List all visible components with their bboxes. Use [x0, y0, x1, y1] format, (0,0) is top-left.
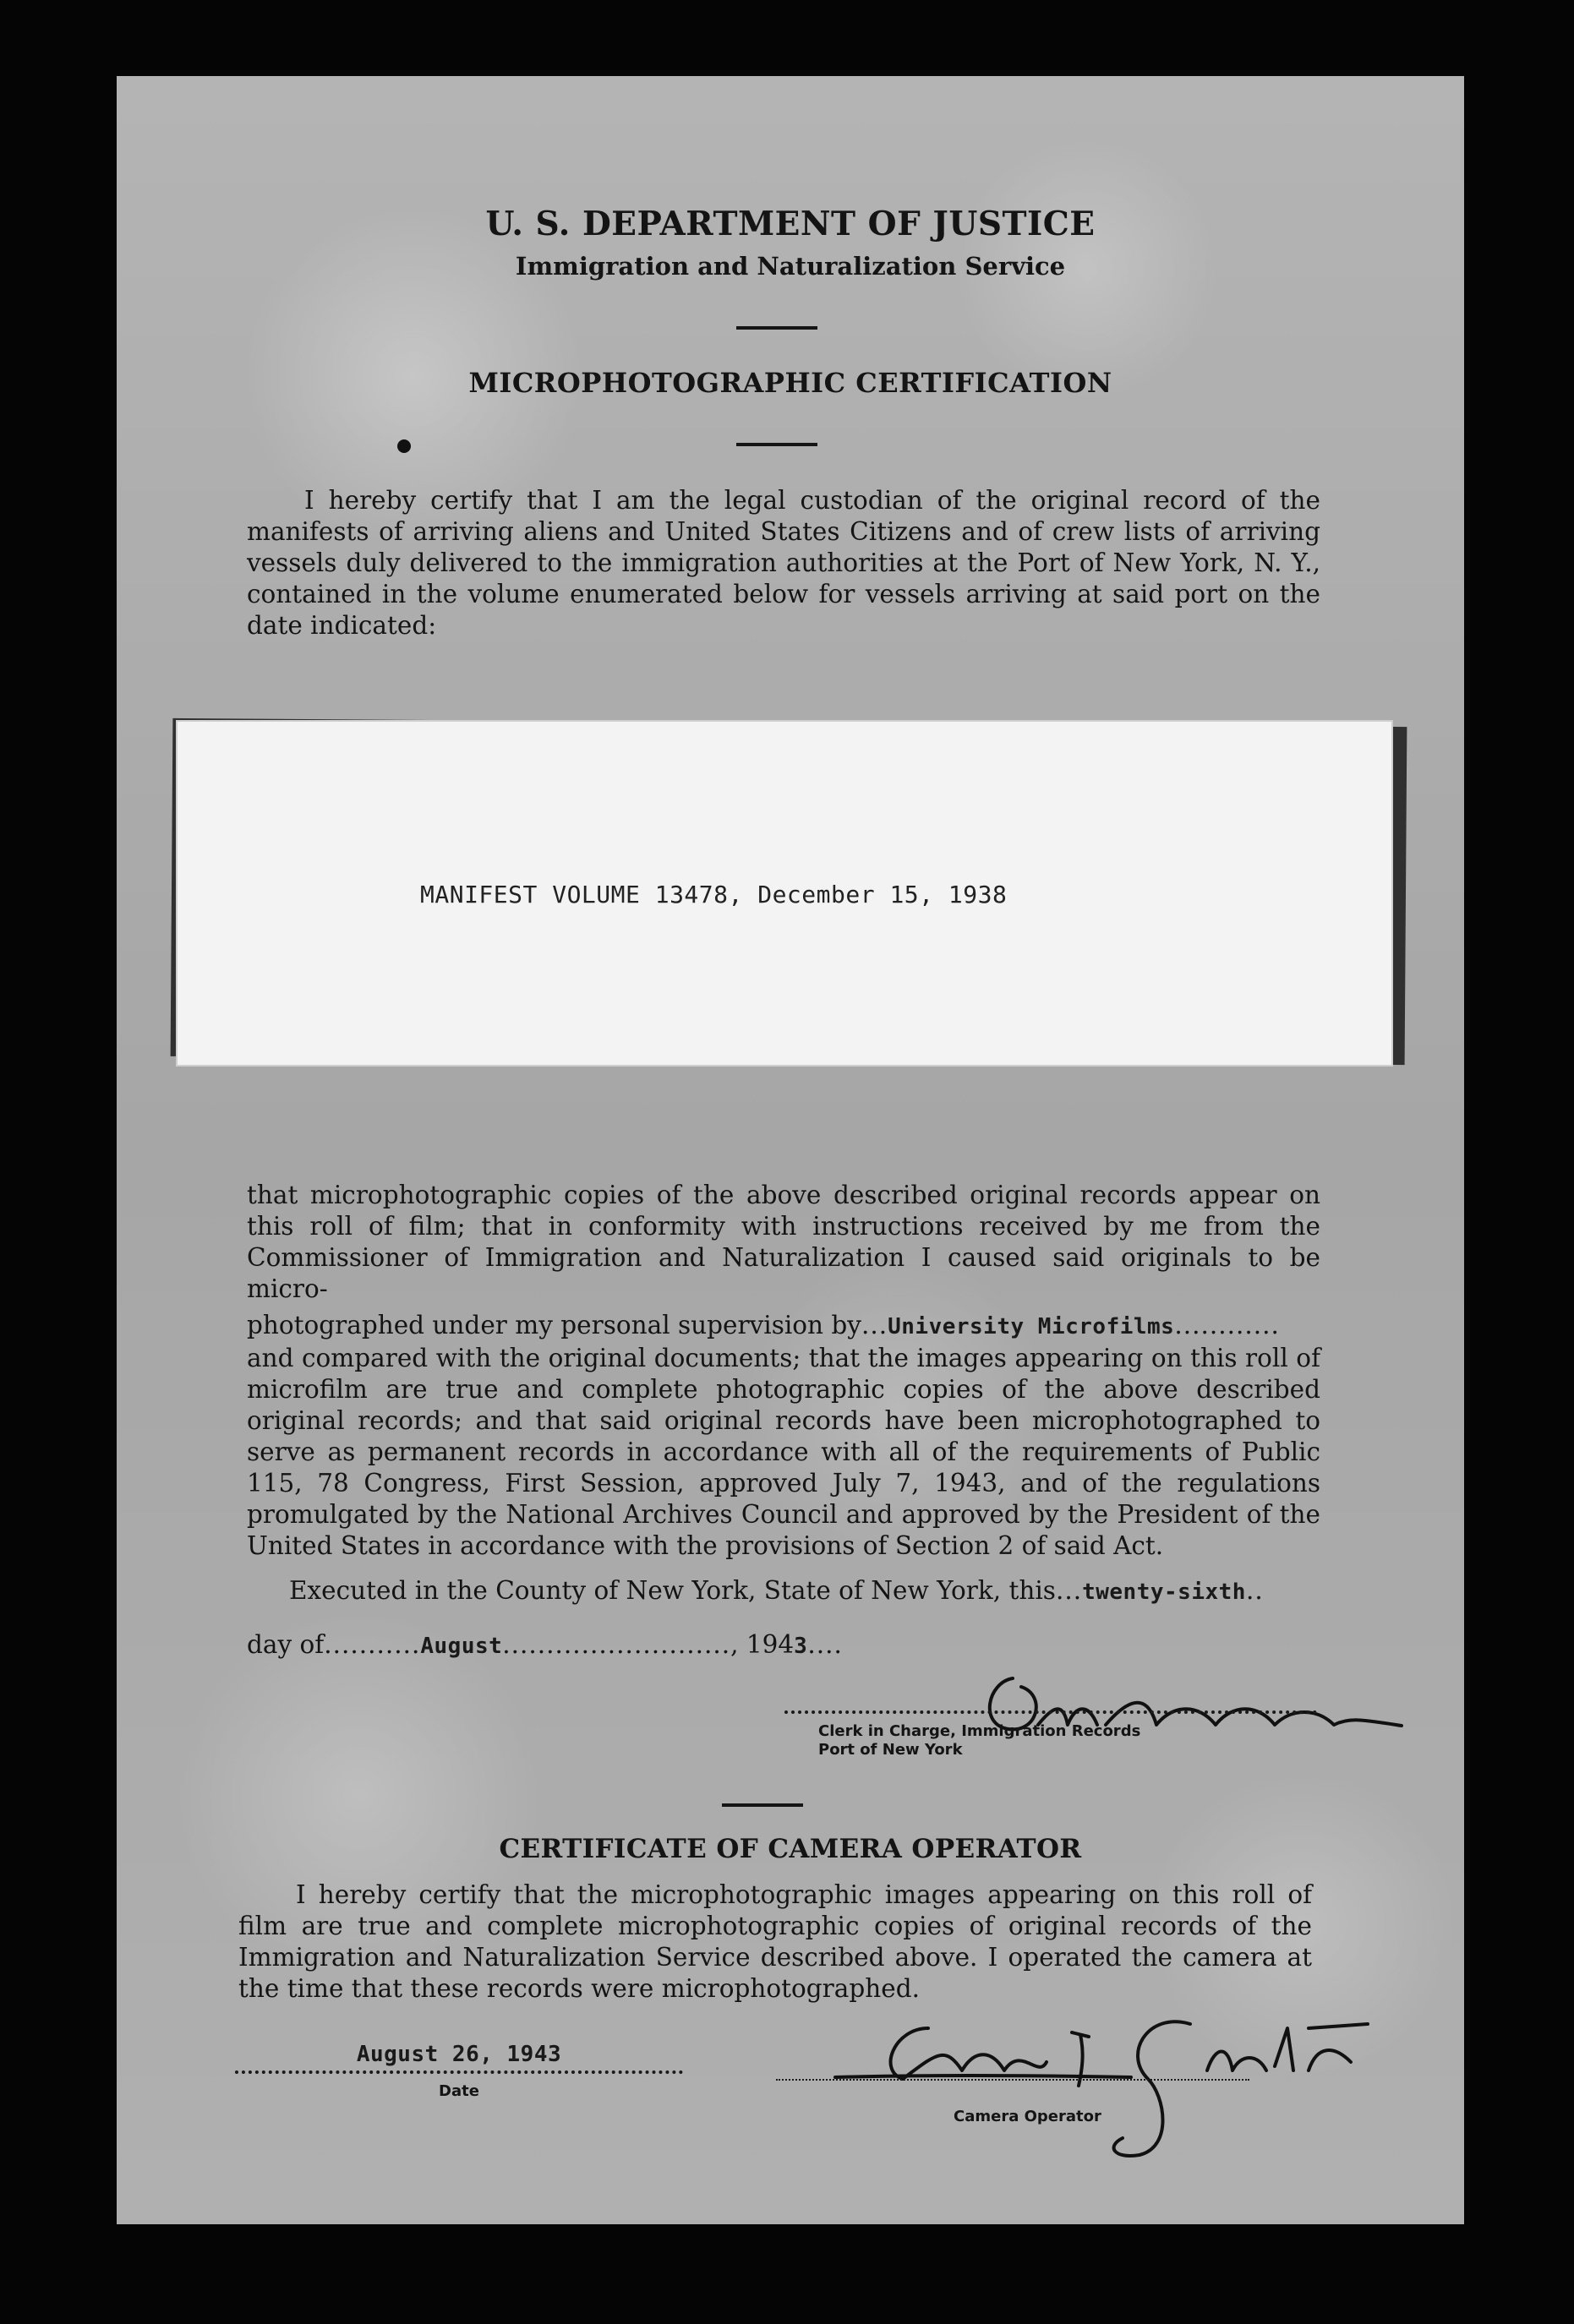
divider-middle: [736, 443, 817, 446]
supervisor-name: University Microfilms: [888, 1314, 1175, 1339]
intro-text: I hereby certify that I am the legal custodian of the original record of the manifests of arriving aliens and United States Citizens and of crew lists of arriving vessels duly delivered to the immigration authorities at the Port of New York, N. Y., contained in the volume enumerated below for vessels arriving at said port on the date indicated:: [247, 486, 1320, 640]
clerk-title: Clerk in Charge, Immigration Records: [818, 1722, 1141, 1740]
department-heading: U. S. DEPARTMENT OF JUSTICE: [485, 205, 1096, 243]
divider-top: [736, 326, 817, 330]
year-suffix: 3: [794, 1634, 808, 1659]
executed-day: twenty-sixth: [1082, 1579, 1246, 1605]
volume-slip: [176, 720, 1393, 1067]
body-end-text: and compared with the original documents; that the images appearing on this roll of microfilm are true and complete photographic copies of the above described original records; and that said original records have been microphotographed to serve as permanent records in accordance with all of the requirements of Public 115, 78 Congress, First Session, approved July 7, 1943, and of the regulations promulgated by the National Archives Council and approved by the President of the United States in accordance with the provisions of Section 2 of said Act.: [247, 1344, 1320, 1560]
supervision-prefix: photographed under my personal supervision by: [247, 1311, 861, 1339]
camera-certificate-title: CERTIFICATE OF CAMERA OPERATOR: [499, 1834, 1082, 1864]
executed-prefix: Executed in the County of New York, State of New York, this: [289, 1576, 1056, 1605]
camera-operator-line: [776, 2079, 1249, 2081]
clerk-signature-line: [784, 1710, 1317, 1714]
camera-date-block: [235, 2042, 683, 2101]
punch-hole-mark: [397, 439, 411, 453]
month-value: August: [420, 1634, 503, 1659]
camera-date-value: August 26, 1943: [356, 2042, 562, 2067]
divider-bottom: [722, 1803, 803, 1807]
camera-date-line: [235, 2070, 683, 2074]
camera-date-label: Date: [439, 2082, 479, 2100]
body-paragraph: [247, 1180, 1320, 1562]
certificate-page: [117, 76, 1464, 2224]
supervision-line: photographed under my personal supervision by...University Microfilms............: [247, 1311, 1280, 1339]
intro-paragraph: [247, 485, 1320, 641]
year-prefix: 194: [746, 1630, 795, 1659]
body-start-text: that microphotographic copies of the above described original records appear on this roll of film; that in conformity with instructions received by me from the Commissioner of Immigration and Naturalization I caused said originals to be micro-: [247, 1181, 1320, 1303]
clerk-location: Port of New York: [818, 1741, 963, 1759]
clerk-caption: [818, 1722, 1241, 1759]
day-of-line: day of...........August.........................., 1943....: [247, 1630, 843, 1659]
executed-line: Executed in the County of New York, State of New York, this...twenty-sixth..: [289, 1576, 1264, 1605]
volume-slip-text: MANIFEST VOLUME 13478, December 15, 1938: [420, 881, 1008, 908]
camera-operator-label: Camera Operator: [954, 2108, 1101, 2125]
day-of-label: day of: [247, 1630, 325, 1659]
camera-text: I hereby certify that the microphotographic images appearing on this roll of film are true and complete microphotographic copies of original records of the Immigration and Naturalization Service described above. I operated the camera at the time that these records were microphotographed.: [238, 1880, 1312, 2003]
certification-title: MICROPHOTOGRAPHIC CERTIFICATION: [468, 367, 1112, 399]
service-subheading: Immigration and Naturalization Service: [515, 252, 1066, 281]
